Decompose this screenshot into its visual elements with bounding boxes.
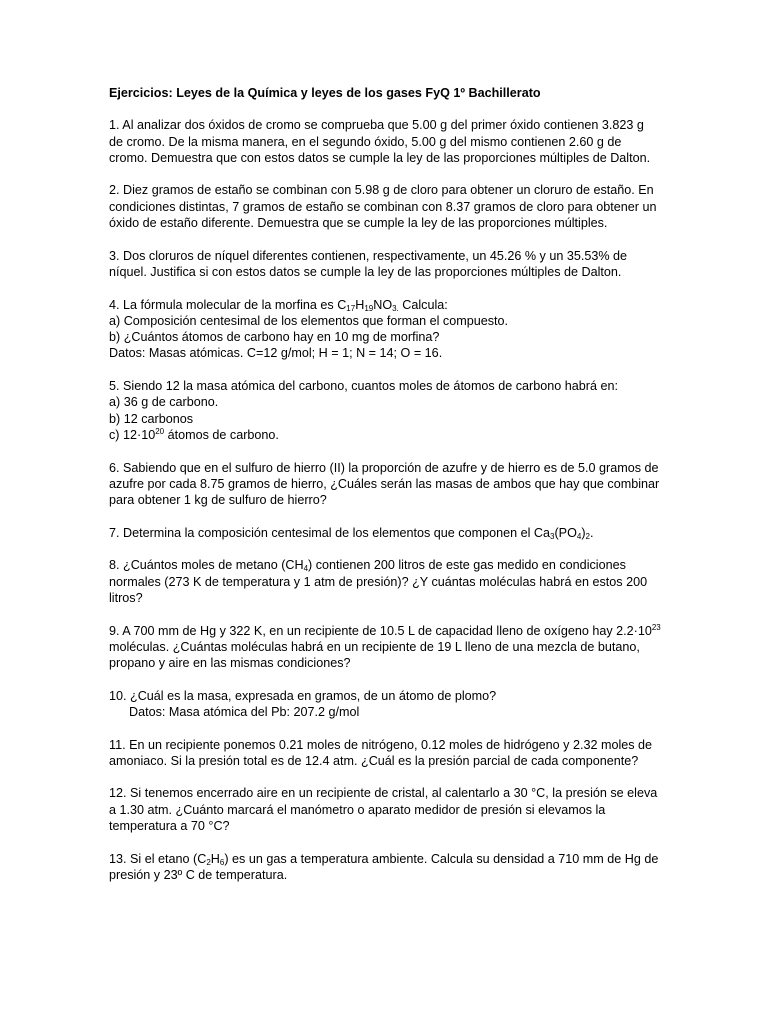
- exercise-7: [109, 525, 661, 541]
- formula-subscript: 4: [303, 564, 309, 574]
- exercise-1-text: 1. Al analizar dos óxidos de cromo se comprueba que 5.00 g del primer óxido contienen 3.823 g de cromo. De la misma manera, en el segundo óxido, 5.00 g del mismo contienen 2.60 g de cromo. Demuestra que con estos datos se cumple la ley de las proporciones múltiples de Dalton.: [109, 118, 651, 165]
- exercise-8-post: ) contienen 200 litros de este gas medido en condiciones normales (273 K de temperatura y 1 atm de presión)? ¿Y cuántas moléculas habrá en estos 200 litros?: [109, 558, 648, 605]
- exercise-9-pre: 9. A 700 mm de Hg y 322 K, en un recipiente de 10.5 L de capacidad lleno de oxígeno hay 2.2·10: [109, 623, 652, 638]
- formula-subscript: 19: [364, 303, 374, 313]
- formula-subscript: 2: [206, 857, 211, 867]
- formula-part: H: [355, 297, 365, 312]
- exercise-7-pre: 7. Determina la composición centesimal de los elementos que componen el Ca: [109, 525, 551, 540]
- formula-subscript: 2: [585, 531, 590, 541]
- exercise-11-text: 11. En un recipiente ponemos 0.21 moles de nitrógeno, 0.12 moles de hidrógeno y 2.32 moles de amoniaco. Si la presión total es de 12.4 atm. ¿Cuál es la presión parcial de cada componente?: [109, 737, 653, 768]
- exercise-4-part-b: b) ¿Cuántos átomos de carbono hay en 10 mg de morfina?: [109, 330, 440, 345]
- exercise-5-part-c-pre: c) 12·10: [109, 427, 156, 442]
- exercise-5: [109, 378, 661, 443]
- formula-subscript: 3: [550, 531, 555, 541]
- exercise-12-text: 12. Si tenemos encerrado aire en un recipiente de cristal, al calentarlo a 30 °C, la presión se eleva a 1.30 atm. ¿Cuánto marcará el manómetro o aparato medidor de presión si elevamos la temperatura a 70 °C?: [109, 786, 658, 834]
- exercise-10-datos: Datos: Masa atómica del Pb: 207.2 g/mol: [129, 704, 360, 719]
- exercise-10-text: 10. ¿Cuál es la masa, expresada en gramos, de un átomo de plomo?: [109, 688, 497, 703]
- formula-part: H: [210, 851, 220, 866]
- exercise-4-intro-pre: 4. La fórmula molecular de la morfina es C: [109, 297, 347, 312]
- exercise-1: [109, 117, 661, 166]
- formula-part: NO: [373, 297, 393, 312]
- exercise-9: [109, 623, 661, 672]
- exercise-2-text: 2. Diez gramos de estaño se combinan con 5.98 g de cloro para obtener un cloruro de estaño. En condiciones distintas, 7 gramos de estaño se combinan con 8.37 gramos de cloro para obtener un óxido de estaño diferente. Demuestra que se cumple la ley de las proporciones múltiples.: [109, 183, 657, 231]
- exercise-4-intro-post: Calcula:: [398, 297, 448, 312]
- exercise-13-text: [109, 851, 661, 884]
- formula-subscript: 3.: [392, 303, 399, 313]
- exercise-10: [109, 688, 661, 721]
- document-content: [109, 85, 661, 900]
- formula-subscript: 17: [346, 303, 356, 313]
- exercise-5-part-b: b) 12 carbonos: [109, 411, 194, 426]
- exercise-13: [109, 851, 661, 884]
- exponent: 20: [155, 426, 165, 436]
- exercise-5-part-c-post: átomos de carbono.: [164, 427, 279, 442]
- document-title: Ejercicios: Leyes de la Química y leyes de los gases FyQ 1º Bachillerato: [109, 86, 541, 100]
- exercise-5-intro: 5. Siendo 12 la masa atómica del carbono, cuantos moles de átomos de carbono habrá en:: [109, 379, 618, 394]
- exercise-9-post: moléculas. ¿Cuántas moléculas habrá en un recipiente de 19 L lleno de una mezcla de butano, propano y aire en las mismas condiciones?: [109, 639, 640, 671]
- exercise-4-intro: [109, 297, 661, 313]
- exercise-7-text: [109, 525, 661, 541]
- formula-subscript: 6: [219, 857, 225, 867]
- exercise-13-pre: 13. Si el etano (C: [109, 851, 207, 866]
- exercise-2: [109, 182, 661, 231]
- exercise-11: [109, 737, 661, 770]
- exercise-5-part-c: [109, 427, 661, 443]
- formula-subscript: 4: [576, 531, 582, 541]
- exercise-6-text: 6. Sabiendo que en el sulfuro de hierro (II) la proporción de azufre y de hierro es de 5.0 gramos de azufre por cada 8.75 gramos de hierro, ¿Cuáles serán las masas de ambos que hay que combinar para obtener 1 kg de sulfuro de hierro?: [109, 460, 660, 508]
- exponent: 23: [651, 622, 661, 632]
- exercise-9-text: [109, 623, 661, 672]
- exercise-8-text: [109, 557, 661, 606]
- exercise-7-post: .: [589, 525, 594, 540]
- formula-part: (PO: [554, 525, 577, 540]
- exercise-8-pre: 8. ¿Cuántos moles de metano (CH: [109, 558, 304, 573]
- exercise-4-datos: Datos: Masas atómicas. C=12 g/mol; H = 1; N = 14; O = 16.: [109, 346, 443, 361]
- exercise-6: [109, 460, 661, 509]
- exercise-3: [109, 248, 661, 281]
- exercise-4: [109, 297, 661, 362]
- exercise-4-part-a: a) Composición centesimal de los elementos que forman el compuesto.: [109, 313, 509, 328]
- exercise-13-post: ) es un gas a temperatura ambiente. Calcula su densidad a 710 mm de Hg de presión y 23º C de temperatura.: [109, 851, 659, 882]
- exercise-3-text: 3. Dos cloruros de níquel diferentes contienen, respectivamente, un 45.26 % y un 35.53% de níquel. Justifica si con estos datos se cumple la ley de las proporciones múltiples de Dalton.: [109, 248, 628, 279]
- formula-part: ): [581, 525, 586, 540]
- exercise-8: [109, 557, 661, 606]
- exercise-12: [109, 785, 661, 834]
- exercise-5-part-a: a) 36 g de carbono.: [109, 395, 219, 410]
